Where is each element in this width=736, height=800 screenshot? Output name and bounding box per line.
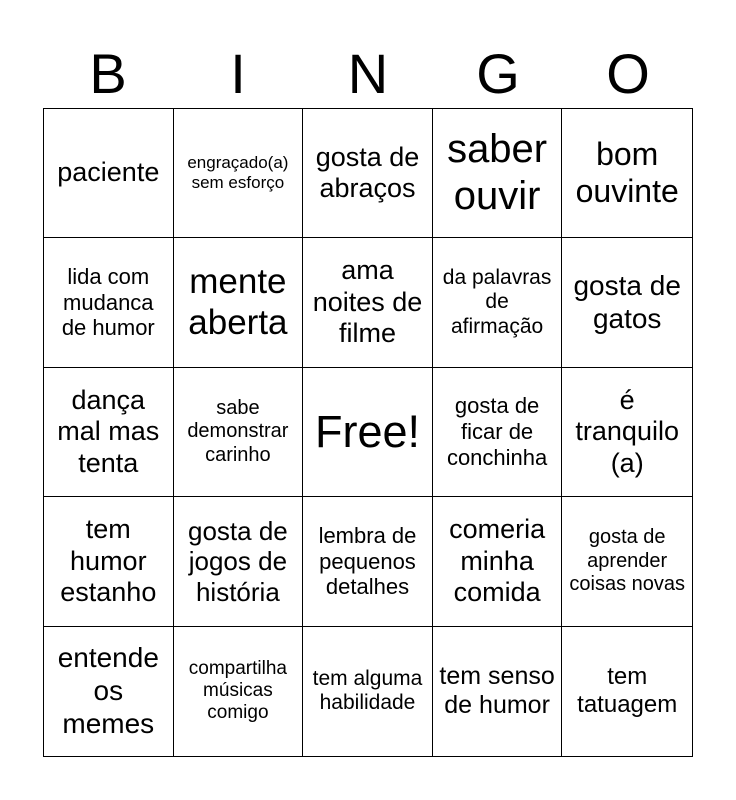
bingo-cell-r5-c2[interactable] <box>174 627 304 756</box>
bingo-cell-r3-c3-free[interactable] <box>303 368 433 497</box>
bingo-card-grid <box>43 108 693 757</box>
bingo-cell-r4-c4[interactable] <box>433 497 563 626</box>
header-letter-g: G <box>476 42 520 105</box>
bingo-cell-text: entende os memes <box>57 642 159 739</box>
bingo-cell-text: comeria minha comida <box>449 514 546 608</box>
bingo-cell-text: mente aberta <box>188 261 288 342</box>
bingo-cell-text: bom ouvinte <box>575 135 679 210</box>
bingo-cell-r5-c3[interactable] <box>303 627 433 756</box>
bingo-cell-text: gosta de aprender coisas novas <box>569 526 685 596</box>
bingo-cell-r4-c3[interactable] <box>303 497 433 626</box>
bingo-cell-r3-c4[interactable] <box>433 368 563 497</box>
bingo-cell-r2-c1[interactable] <box>44 238 174 367</box>
bingo-cell-r1-c3[interactable] <box>303 109 433 238</box>
bingo-cell-r3-c2[interactable] <box>174 368 304 497</box>
bingo-cell-r4-c1[interactable] <box>44 497 174 626</box>
bingo-cell-r5-c5[interactable] <box>562 627 692 756</box>
bingo-cell-r2-c2[interactable] <box>174 238 304 367</box>
bingo-cell-r1-c5[interactable] <box>562 109 692 238</box>
bingo-cell-r5-c4[interactable] <box>433 627 563 756</box>
bingo-cell-text: tem humor estanho <box>60 514 157 608</box>
header-letter-b: B <box>89 42 127 105</box>
bingo-cell-r3-c1[interactable] <box>44 368 174 497</box>
bingo-cell-text: é tranquilo (a) <box>575 384 679 478</box>
bingo-cell-text: gosta de jogos de história <box>188 515 288 607</box>
bingo-cell-r1-c4[interactable] <box>433 109 563 238</box>
bingo-cell-text: gosta de gatos <box>573 269 681 334</box>
bingo-cell-r2-c4[interactable] <box>433 238 563 367</box>
bingo-cell-text: paciente <box>57 157 160 188</box>
bingo-cell-text: gosta de abraços <box>315 141 420 204</box>
bingo-cell-r3-c5[interactable] <box>562 368 692 497</box>
bingo-cell-text: ama noites de filme <box>312 255 423 349</box>
header-letter-o: O <box>606 42 650 105</box>
bingo-cell-r2-c3[interactable] <box>303 238 433 367</box>
bingo-cell-r4-c5[interactable] <box>562 497 692 626</box>
bingo-cell-text: compartilha músicas comigo <box>188 657 287 724</box>
free-space-text: Free! <box>314 405 420 457</box>
bingo-cell-text: da palavras de afirmação <box>442 265 552 338</box>
bingo-cell-r1-c2[interactable] <box>174 109 304 238</box>
bingo-header <box>43 40 693 108</box>
bingo-cell-r4-c2[interactable] <box>174 497 304 626</box>
bingo-cell-text: dança mal mas tenta <box>57 384 160 478</box>
bingo-cell-r1-c1[interactable] <box>44 109 174 238</box>
bingo-cell-text: sabe demonstrar carinho <box>187 396 289 466</box>
bingo-cell-r5-c1[interactable] <box>44 627 174 756</box>
bingo-cell-text: engraçado(a) sem esforço <box>187 153 289 193</box>
bingo-cell-r2-c5[interactable] <box>562 238 692 367</box>
bingo-cell-text: tem alguma habilidade <box>312 666 423 715</box>
bingo-cell-text: gosta de ficar de conchinha <box>446 393 548 470</box>
header-letter-n: N <box>347 42 389 105</box>
bingo-cell-text: tem tatuagem <box>577 663 678 719</box>
header-letter-i: I <box>230 42 246 105</box>
bingo-cell-text: lida com mudanca de humor <box>61 263 155 341</box>
bingo-cell-text: saber ouvir <box>447 127 548 219</box>
bingo-cell-text: lembra de pequenos detalhes <box>318 522 417 600</box>
bingo-cell-text: tem senso de humor <box>439 662 555 720</box>
